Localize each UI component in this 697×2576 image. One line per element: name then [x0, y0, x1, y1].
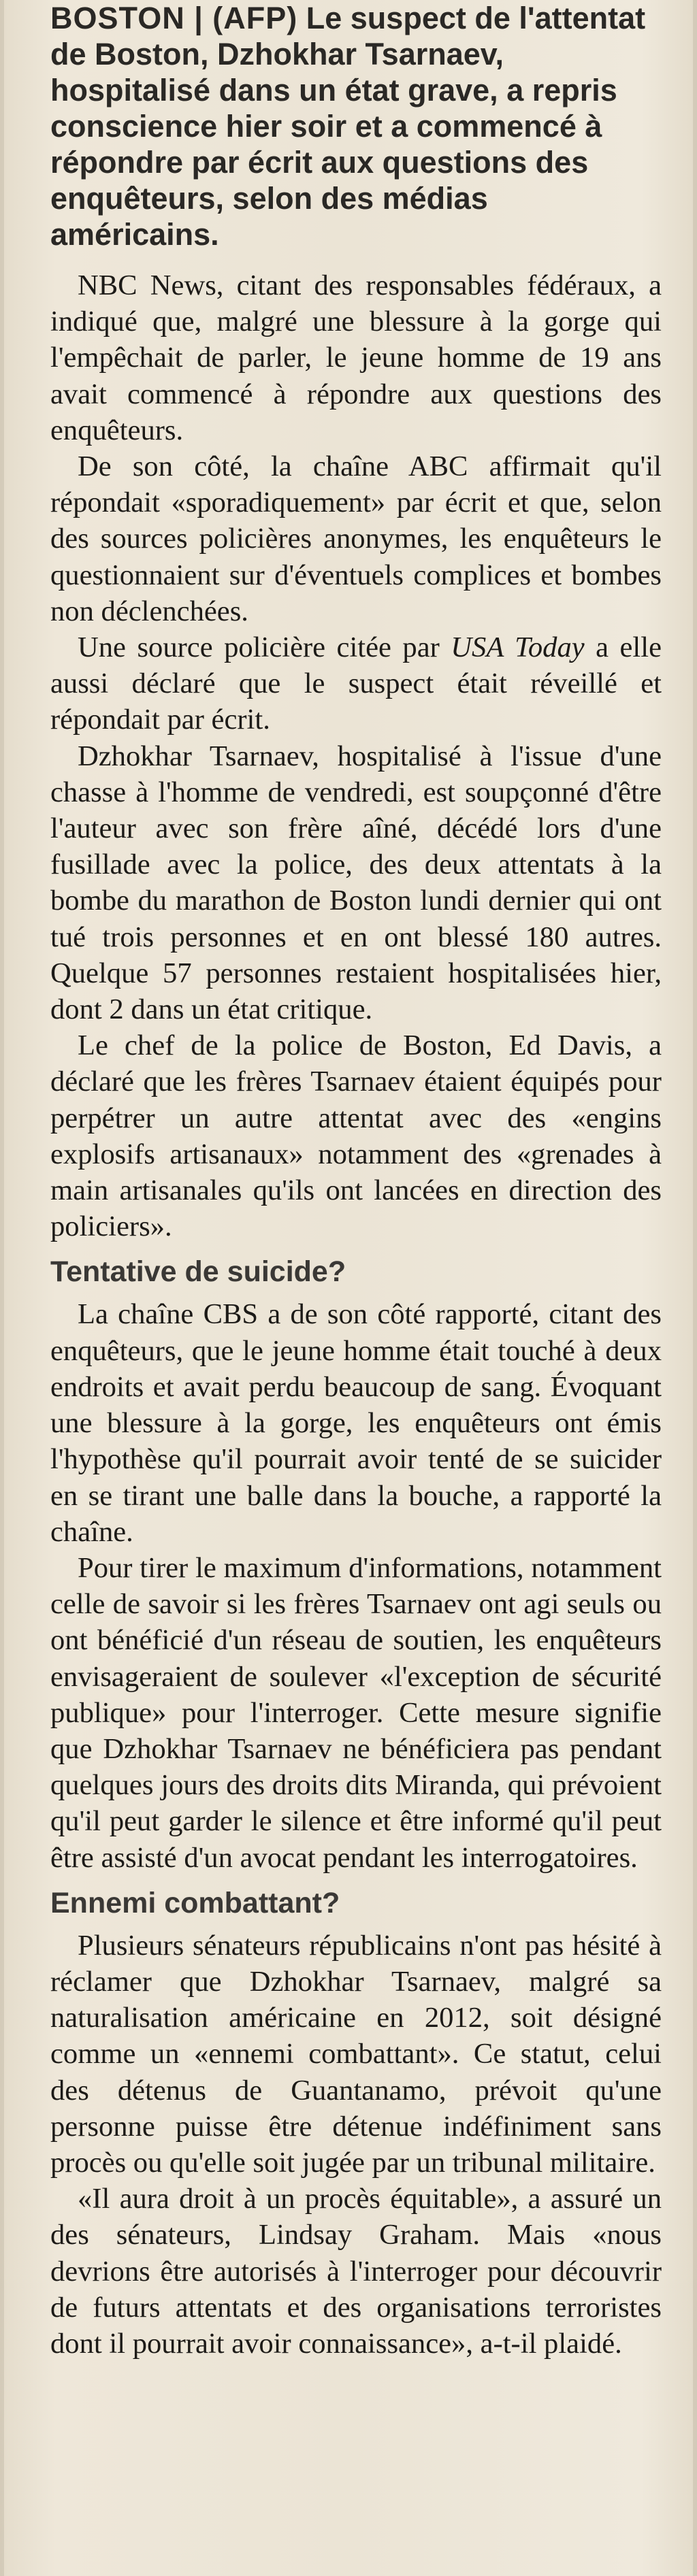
section-heading-enemy-combatant: Ennemi combattant? — [50, 1886, 340, 1919]
paragraph-miranda: Pour tirer le maximum d'informations, notamment celle de savoir si les frères Tsarnaev ont agi seuls ou ont bénéficié d'un réseau de soutien, les enquêteurs envisageraient de soulever «l'exception de sécurité publique» pour l'interroger. Cette mesure signifie que Dzhokhar Tsarnaev ne bénéficiera pas pendant quelques jours des droits dits Miranda, qui prévoient qu'il peut garder le silence et être informé qu'il peut être assisté d'un avocat pendant les interrogatoires. — [50, 1551, 662, 1874]
paragraph-cbs: La chaîne CBS a de son côté rapporté, citant des enquêteurs, que le jeune homme était touché à deux endroits et avait perdu beaucoup de sang. Évoquant une blessure à la gorge, les enquêteurs ont émis l'hypothèse qu'il pourrait avoir tenté de se suicider en se tirant une balle dans la bouche, a rapporté la chaîne. — [50, 1298, 662, 1548]
publication-name: USA Today — [451, 631, 585, 664]
paragraph-usa-today-after: a elle aussi déclaré que le suspect était réveillé et répondait par écrit. — [50, 631, 662, 736]
paragraph-police-chief: Le chef de la police de Boston, Ed Davis, a déclaré que les frères Tsarnaev étaient équipés pour perpétrer un autre attentat avec des «engins explosifs artisanaux» notamment des «grenades à main artisanales qu'ils ont lancées en direction des policiers». — [50, 1029, 662, 1243]
paragraph-suspect: Dzhokhar Tsarnaev, hospitalisé à l'issue d'une chasse à l'homme de vendredi, est soupçonné d'être l'auteur avec son frère aîné, décédé lors d'une fusillade avec la police, des deux attentats à la bombe du marathon de Boston lundi dernier qui ont tué trois personnes et en ont blessé 180 autres. Quelque 57 personnes restaient hospitalisées hier, dont 2 dans un état critique. — [50, 740, 662, 1026]
article-lede — [50, 0, 662, 252]
paragraph-senators: Plusieurs sénateurs républicains n'ont pas hésité à réclamer que Dzhokhar Tsarnaev, malgré sa naturalisation américaine en 2012, soit désigné comme un «ennemi combattant». Ce statut, celui des détenus de Guantanamo, prévoit qu'une personne puisse être détenue indéfiniment sans procès ou qu'elle soit jugée par un tribunal militaire. — [50, 1929, 662, 2179]
paragraph-usa-today-before: Une source policière citée par — [78, 631, 451, 664]
section-heading-suicide: Tentative de suicide? — [50, 1255, 346, 1289]
lede-text: Le suspect de l'attentat de Boston, Dzhokhar Tsarnaev, hospitalisé dans un état grave, a repris conscience hier soir et a commencé à répondre par écrit aux questions des enquêteurs, selon des médias américains. — [50, 1, 646, 252]
dateline: BOSTON | (AFP) — [50, 1, 298, 35]
paragraph-nbc: NBC News, citant des responsables fédéraux, a indiqué que, malgré une blessure à la gorge qui l'empêchait de parler, le jeune homme de 19 ans avait commencé à répondre aux questions des enquêteurs. — [50, 269, 662, 446]
paragraph-usa-today — [50, 629, 662, 738]
paragraph-graham: «Il aura droit à un procès équitable», a assuré un des sénateurs, Lindsay Graham. Mais «nous devrions être autorisés à l'interroger pour découvrir de futurs attentats et des organisations terroristes dont il pourrait avoir connaissance», a-t-il plaidé. — [50, 2183, 662, 2360]
paragraph-abc: De son côté, la chaîne ABC affirmait qu'il répondait «sporadiquement» par écrit et que, selon des sources policières anonymes, les enquêteurs le questionnaient sur d'éventuels complices et bombes non déclenchées. — [50, 450, 662, 627]
paper-edge-left — [0, 0, 4, 2576]
article-body — [50, 267, 662, 2362]
paper-edge-right — [693, 0, 697, 2576]
